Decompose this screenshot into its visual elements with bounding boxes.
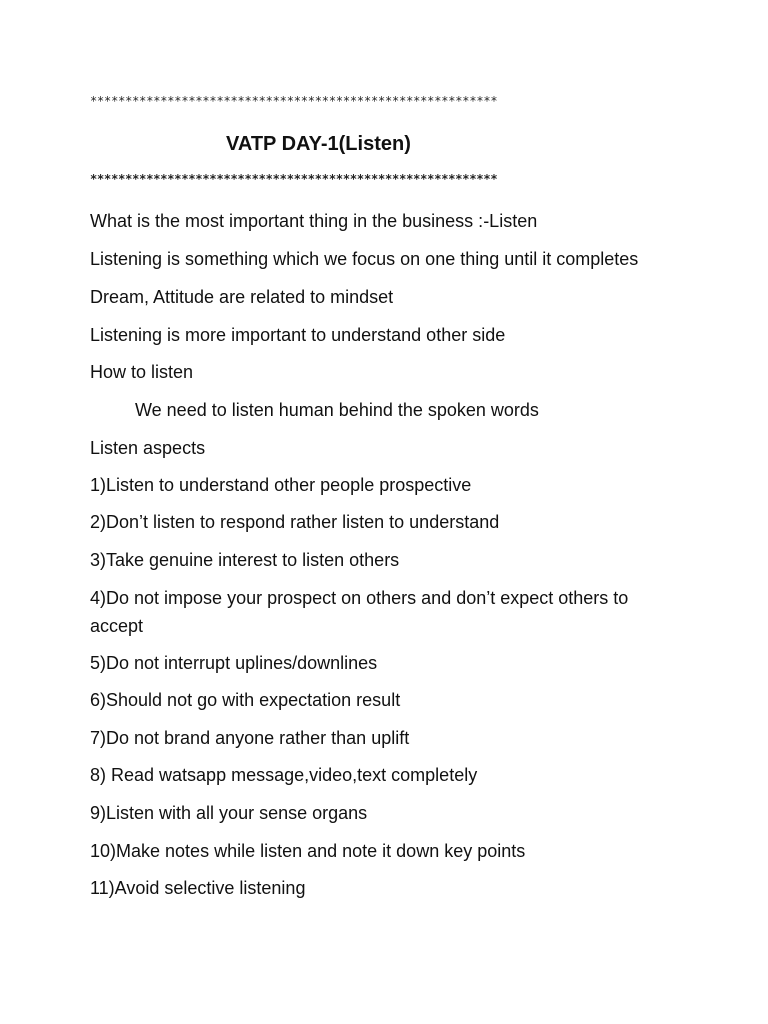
text-line: Listening is more important to understand other side [90, 325, 506, 345]
star-divider-top: ********************************************************** [90, 94, 498, 108]
list-item: 4)Do not impose your prospect on others and don’t expect others to accept [90, 588, 629, 636]
list-item: 6)Should not go with expectation result [90, 690, 401, 710]
text-line: What is the most important thing in the business :-Listen [90, 211, 538, 231]
text-line: Listen aspects [90, 438, 206, 458]
list-item: 2)Don’t listen to respond rather listen to understand [90, 512, 500, 532]
list-item: 8) Read watsapp message,video,text completely [90, 765, 478, 785]
list-item: 1)Listen to understand other people prospective [90, 475, 472, 495]
text-line: Listening is something which we focus on one thing until it completes [90, 249, 639, 269]
list-item: 3)Take genuine interest to listen others [90, 550, 400, 570]
page-title: VATP DAY-1(Listen) [226, 133, 411, 155]
text-line: Dream, Attitude are related to mindset [90, 287, 394, 307]
list-item: 9)Listen with all your sense organs [90, 803, 368, 823]
list-item: 11)Avoid selective listening [90, 878, 306, 898]
list-item: 5)Do not interrupt uplines/downlines [90, 653, 378, 673]
list-item: 7)Do not brand anyone rather than uplift [90, 728, 410, 748]
text-line: How to listen [90, 362, 194, 382]
list-item: 10)Make notes while listen and note it down key points [90, 841, 526, 861]
star-divider-bottom: ********************************************************** [90, 172, 498, 186]
text-line-indented: We need to listen human behind the spoken words [135, 400, 539, 420]
